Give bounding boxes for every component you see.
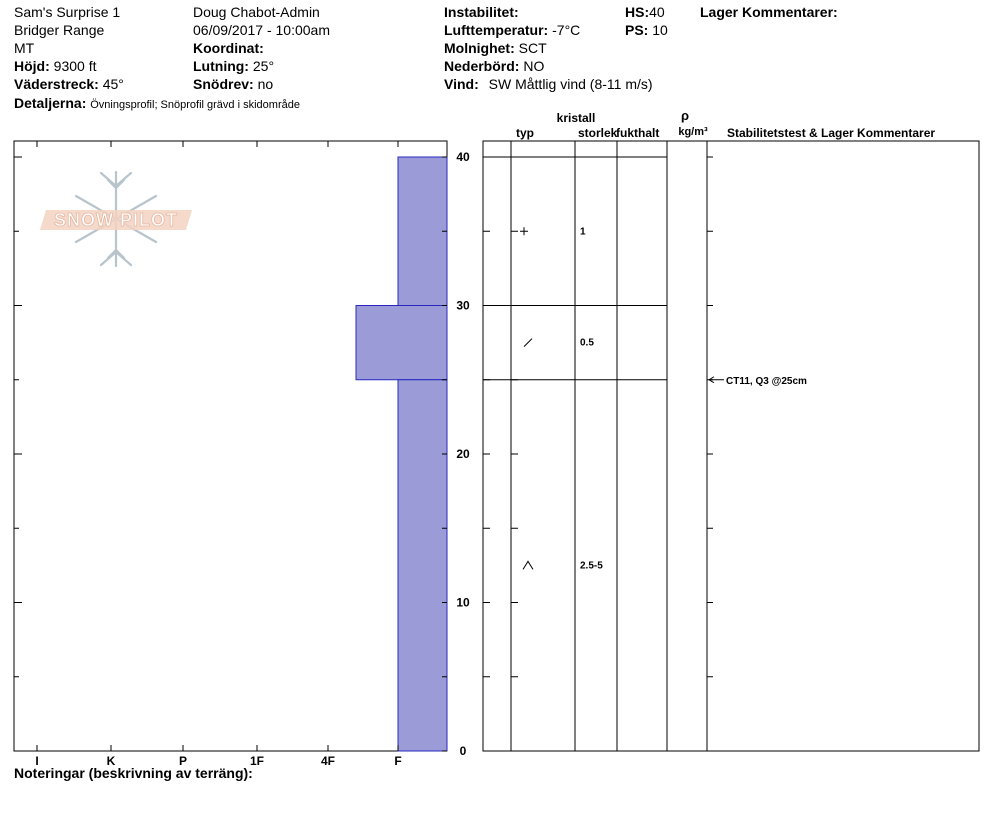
datetime: 06/09/2017 - 10:00am xyxy=(193,22,330,38)
wind-dir-value: SW xyxy=(488,76,512,92)
observer: Doug Chabot-Admin xyxy=(193,4,320,20)
crystal-size: 2.5-5 xyxy=(580,560,603,572)
elevation-label: Höjd: xyxy=(14,58,50,74)
elevation-value: 9300 ft xyxy=(53,58,97,74)
hardness-label: P xyxy=(178,754,188,768)
hardness-label: 4F xyxy=(320,754,336,768)
air-temp-value: -7°C xyxy=(552,22,581,38)
site-name: Sam's Surprise 1 xyxy=(14,4,121,20)
notes-label: Noteringar (beskrivning av terräng): xyxy=(14,765,253,781)
crystal-row xyxy=(520,226,586,237)
slope-label: Lutning: xyxy=(193,58,249,74)
depth-label: 10 xyxy=(456,595,470,610)
crystal-size: 0.5 xyxy=(580,337,594,349)
header-stability: Stabilitetstest & Lager Kommentarer xyxy=(727,126,936,140)
hardness-plot-frame xyxy=(14,141,447,751)
state: MT xyxy=(14,40,35,56)
depth-label: 0 xyxy=(459,744,467,758)
depth-ticks xyxy=(14,150,713,758)
details-value: Övningsprofil; Snöprofil grävd i skidområde xyxy=(90,99,300,111)
header-moisture: fukthalt xyxy=(616,126,660,140)
sky-label: Molnighet: xyxy=(444,40,515,56)
crystal-row xyxy=(523,560,603,571)
header-crystal: kristall xyxy=(556,111,596,125)
crystal-type-depth-hoar xyxy=(523,561,533,569)
table-columns xyxy=(511,141,707,751)
ps-value: 10 xyxy=(652,22,668,38)
hardness-label: I xyxy=(35,754,39,768)
header-density-unit: kg/m³ xyxy=(678,126,708,138)
ps-label: PS: xyxy=(625,22,649,38)
header-size: storlek xyxy=(578,126,618,140)
hardness-bars xyxy=(356,157,447,751)
coordinate-label: Koordinat: xyxy=(193,40,264,56)
air-temp-label: Lufttemperatur: xyxy=(444,22,549,38)
depth-label: 30 xyxy=(456,298,470,313)
depth-label: 20 xyxy=(456,447,470,461)
hs-value: 40 xyxy=(649,4,665,20)
hardness-bar-1 xyxy=(398,157,447,306)
crystal-type-new-snow xyxy=(520,227,528,235)
range-name: Bridger Range xyxy=(14,22,105,38)
table-headers xyxy=(516,108,935,140)
sky-value: SCT xyxy=(518,40,547,56)
crystal-size: 1 xyxy=(580,226,586,238)
aspect-label: Väderstreck: xyxy=(14,76,99,92)
depth-label: 40 xyxy=(456,150,470,164)
hs-label: HS: xyxy=(625,4,650,20)
header-rho: ρ xyxy=(680,108,690,123)
wind-label: Vind: xyxy=(444,76,479,92)
wind-loading-value: no xyxy=(257,76,274,92)
hardness-label: K xyxy=(106,754,116,768)
layer-comments-label: Lager Kommentarer: xyxy=(700,4,838,20)
crystal-row xyxy=(524,338,594,349)
hardness-bar-2 xyxy=(356,306,447,380)
wind-speed-value: Måttlig vind (8-11 m/s) xyxy=(515,76,653,92)
stability-test-label: CT11, Q3 @25cm xyxy=(726,375,807,387)
instability-label: Instabilitet: xyxy=(444,4,519,20)
hardness-bar-3 xyxy=(398,380,447,751)
stability-test xyxy=(709,376,807,387)
aspect-value: 45° xyxy=(102,76,124,92)
wind-loading-label: Snödrev: xyxy=(193,76,254,92)
stability-tests xyxy=(709,376,807,387)
crystal-type-faceted xyxy=(524,339,532,347)
hardness-label: 1F xyxy=(249,754,265,768)
slope-value: 25° xyxy=(252,58,275,74)
precip-value: NO xyxy=(523,58,545,74)
hardness-label: F xyxy=(394,754,402,768)
precip-label: Nederbörd: xyxy=(444,58,520,74)
layer-table-frame xyxy=(483,141,979,751)
snowpilot-logo xyxy=(40,172,192,266)
logo-text: SNOW PILOT xyxy=(54,210,178,230)
crystal-rows xyxy=(520,226,603,571)
details-label: Detaljerna: xyxy=(14,95,87,111)
header-type: typ xyxy=(516,126,534,140)
